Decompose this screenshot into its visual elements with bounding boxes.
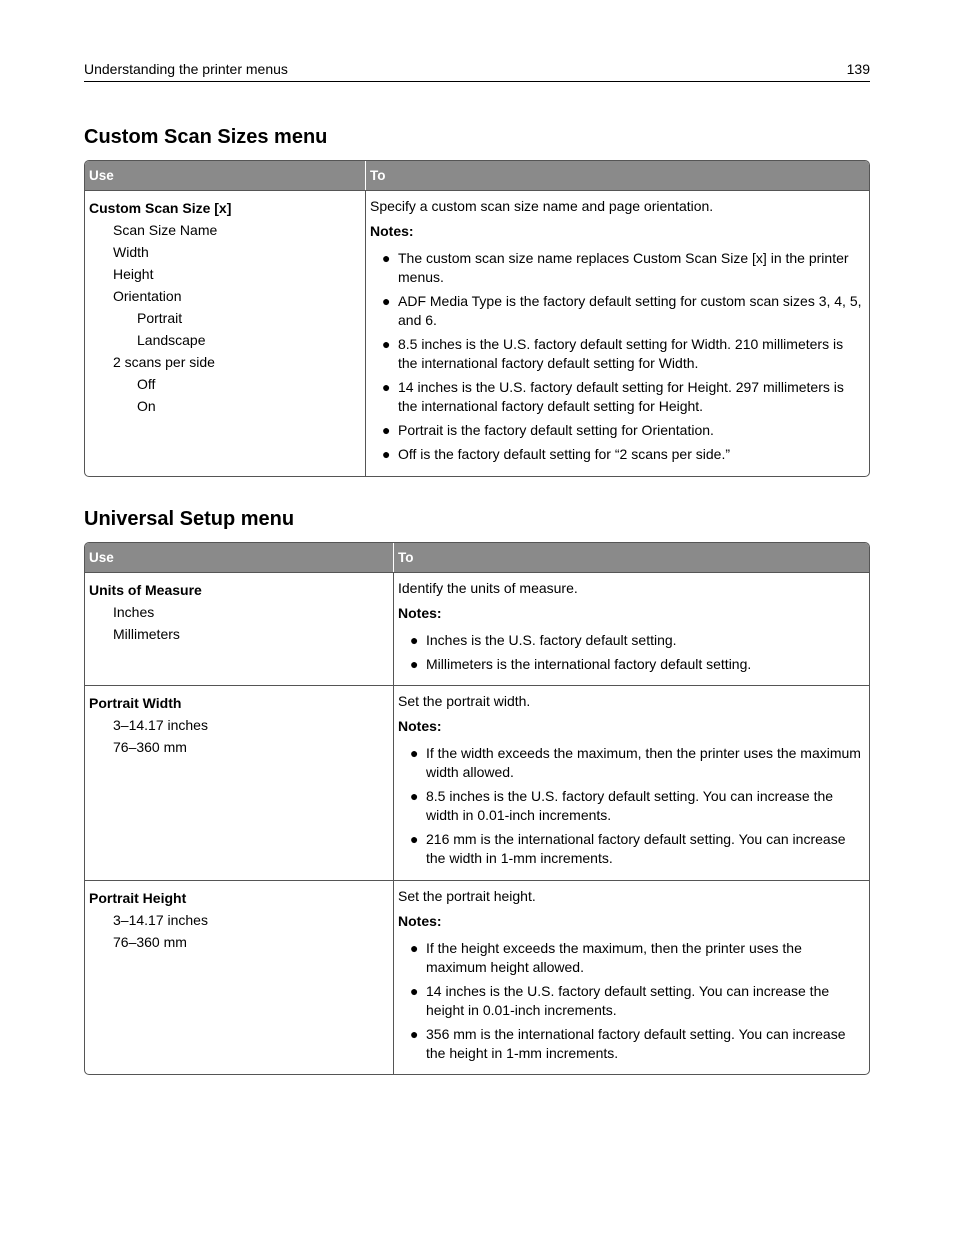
table-header — [85, 161, 869, 190]
menu-option: 3–14.17 inches — [113, 912, 208, 928]
bullet-icon: ● — [410, 656, 419, 672]
universal-setup-table — [84, 542, 870, 1075]
notes-label: Notes: — [398, 913, 442, 929]
menu-option: Scan Size Name — [113, 222, 218, 238]
note-item: ● 356 mm is the international factory default setting. You can increase the height in 1-mm increments. — [410, 1026, 846, 1061]
use-cell — [85, 573, 393, 685]
notes-label: Notes: — [370, 223, 414, 239]
menu-option: Inches — [113, 604, 155, 620]
bullet-icon: ● — [382, 336, 391, 352]
bullet-icon: ● — [410, 1026, 419, 1042]
bullet-icon: ● — [410, 788, 419, 804]
bullet-icon: ● — [410, 632, 419, 648]
note-item: ● 8.5 inches is the U.S. factory default setting for Width. 210 millimeters is the international factory default setting for Width. — [382, 336, 844, 371]
menu-option: Width — [113, 244, 149, 260]
section-heading-universal-setup: Universal Setup menu — [84, 508, 295, 530]
table-row — [85, 190, 869, 476]
section-heading-custom-scan-sizes: Custom Scan Sizes menu — [84, 126, 328, 148]
description: Set the portrait height. — [398, 888, 536, 904]
bullet-icon: ● — [382, 422, 391, 438]
table-row — [85, 572, 869, 685]
menu-suboption: Portrait — [137, 310, 183, 326]
notes-list — [398, 939, 865, 1063]
note-item: ● Off is the factory default setting for “2 scans per side.” — [382, 446, 731, 462]
notes-list — [370, 249, 865, 464]
column-header-use: Use — [89, 550, 114, 565]
page-header — [84, 60, 870, 82]
menu-item-title: Custom Scan Size [x] — [89, 200, 232, 216]
notes-label: Notes: — [398, 605, 442, 621]
bullet-icon: ● — [410, 983, 419, 999]
menu-item-title: Units of Measure — [89, 582, 202, 598]
note-item: ● 8.5 inches is the U.S. factory default setting. You can increase the width in 0.01-inch increments. — [410, 788, 834, 823]
notes-list — [398, 631, 865, 674]
note-item: ● Portrait is the factory default setting for Orientation. — [382, 422, 714, 438]
use-cell — [85, 191, 365, 476]
menu-option: 2 scans per side — [113, 354, 215, 370]
menu-option: Millimeters — [113, 626, 180, 642]
menu-item-title: Portrait Height — [89, 890, 187, 906]
use-cell — [85, 881, 393, 1074]
note-item: ● Millimeters is the international factory default setting. — [410, 656, 752, 672]
to-cell — [393, 686, 869, 880]
notes-label: Notes: — [398, 718, 442, 734]
page-number: 139 — [846, 61, 870, 77]
custom-scan-sizes-table — [84, 160, 870, 477]
note-item: ● Inches is the U.S. factory default setting. — [410, 632, 677, 648]
note-item: ● 14 inches is the U.S. factory default setting for Height. 297 millimeters is the international factory default setting for Height. — [382, 379, 844, 414]
menu-option: 76–360 mm — [113, 739, 187, 755]
menu-suboption: On — [137, 398, 156, 414]
table-header — [85, 543, 869, 572]
description: Set the portrait width. — [398, 693, 531, 709]
menu-option: Orientation — [113, 288, 182, 304]
note-item: ● If the height exceeds the maximum, then the printer uses the maximum height allowed. — [410, 940, 802, 975]
running-title: Understanding the printer menus — [84, 61, 288, 77]
bullet-icon: ● — [382, 446, 391, 462]
bullet-icon: ● — [382, 250, 391, 266]
note-item: ● The custom scan size name replaces Custom Scan Size [x] in the printer menus. — [382, 250, 849, 285]
note-item: ● 216 mm is the international factory default setting. You can increase the width in 1-mm increments. — [410, 831, 846, 866]
to-cell — [393, 881, 869, 1074]
menu-item-title: Portrait Width — [89, 695, 182, 711]
description: Identify the units of measure. — [398, 580, 578, 596]
notes-list — [398, 744, 865, 868]
note-item: ● ADF Media Type is the factory default setting for custom scan sizes 3, 4, 5, and 6. — [382, 293, 862, 328]
bullet-icon: ● — [410, 745, 419, 761]
use-cell — [85, 686, 393, 880]
column-header-to: To — [393, 543, 869, 572]
note-item: ● 14 inches is the U.S. factory default setting. You can increase the height in 0.01-inch increments. — [410, 983, 830, 1018]
menu-suboption: Landscape — [137, 332, 206, 348]
column-header-to: To — [365, 161, 869, 190]
menu-option: Height — [113, 266, 154, 282]
bullet-icon: ● — [410, 831, 419, 847]
table-row — [85, 685, 869, 880]
bullet-icon: ● — [382, 379, 391, 395]
menu-option: 76–360 mm — [113, 934, 187, 950]
to-cell — [393, 573, 869, 685]
to-cell — [365, 191, 869, 476]
table-row — [85, 880, 869, 1074]
description: Specify a custom scan size name and page orientation. — [370, 198, 714, 214]
menu-suboption: Off — [137, 376, 156, 392]
menu-option: 3–14.17 inches — [113, 717, 208, 733]
bullet-icon: ● — [410, 940, 419, 956]
note-item: ● If the width exceeds the maximum, then the printer uses the maximum width allowed. — [410, 745, 861, 780]
column-header-use: Use — [89, 168, 114, 183]
bullet-icon: ● — [382, 293, 391, 309]
